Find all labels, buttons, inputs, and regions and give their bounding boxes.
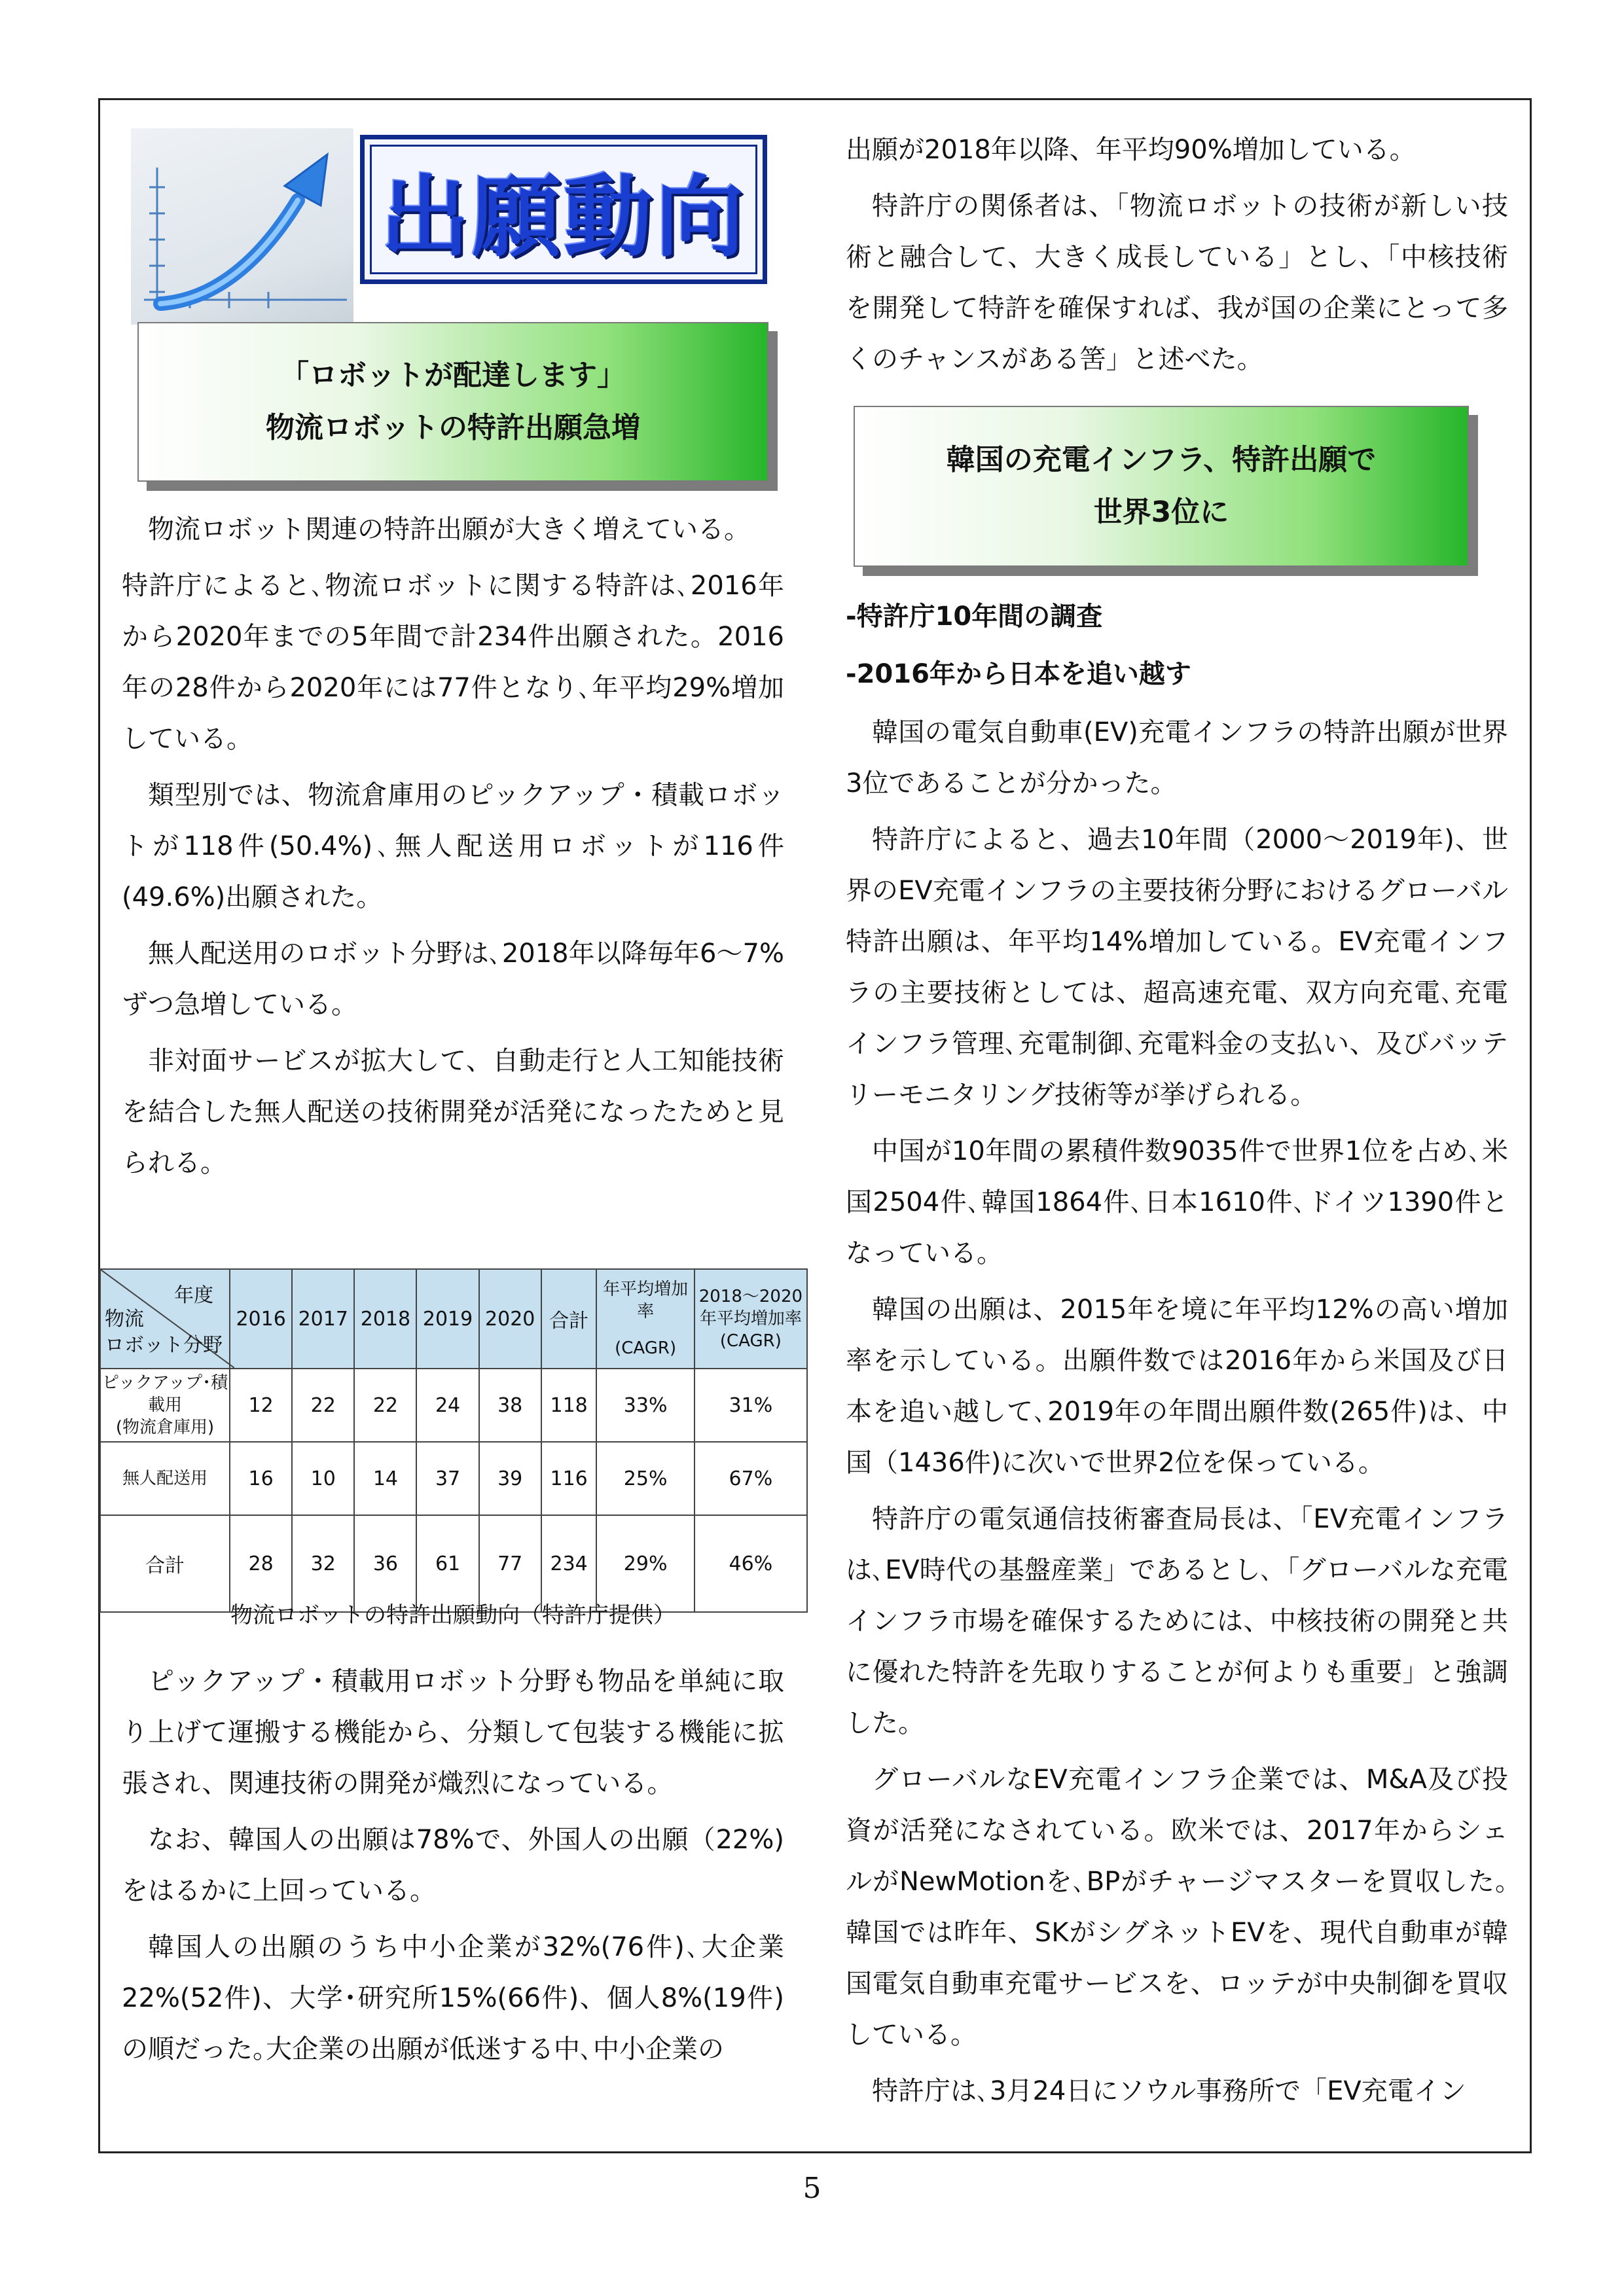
section-title: 出願動向: [380, 166, 747, 270]
paragraph: 特許庁の電気通信技術審査局長は、「EV充電インフラは､EV時代の基盤産業」であるとし､「グローバルな充電インフラ市場を確保するためには、中核技術の開発と共に優れた特許を先取りすることが何よりも重要」と強調した。: [846, 1504, 1508, 1738]
table-cell: 39: [479, 1442, 541, 1515]
paragraph: 特許庁によると、過去10年間（2000～2019年)、世界のEV充電インフラの主要技術分野におけるグローバル特許出願は、年平均14%増加している。EV充電インフラの主要技術としては、超高速充電、双方向充電､充電インフラ管理､充電制御､充電料金の支払い、及びバッテリーモニタリング技術等が挙げられる。: [846, 825, 1508, 1110]
table-cell: 234: [541, 1515, 597, 1612]
patent-table: [99, 1268, 808, 1613]
paragraph: 特許庁によると､物流ロボットに関する特許は､2016年から2020年までの5年間で計234件出願された。2016年の28件から2020年には77件となり､年平均29%増加している。: [122, 571, 784, 754]
table-corner-cell: [100, 1269, 230, 1369]
column-header: 2017: [292, 1269, 354, 1369]
table-cell: 33%: [596, 1369, 694, 1442]
right-heading-line-2: 世界3位に: [1093, 495, 1229, 529]
paragraph: 特許庁は､3月24日にソウル事務所で「EV充電イン: [872, 2076, 1466, 2106]
table-cell: 31%: [695, 1369, 807, 1442]
paragraph: グローバルなEV充電インフラ企業では、M&A及び投資が活発になされている。欧米では、2017年からシェルがNewMotionを､BPがチャージマスターを買収した｡韓国では昨年、SKがシグネットEVを、現代自動車が韓国電気自動車充電サービスを、ロッテが中央制御を買収している。: [846, 1765, 1508, 2050]
paragraph: 非対面サービスが拡大して、自動走行と人工知能技術を結合した無人配送の技術開発が活発になったためと見られる。: [122, 1046, 784, 1178]
right-article-intro: [846, 124, 1508, 385]
row-label: 無人配送用: [100, 1442, 230, 1515]
corner-year-label: 年度: [174, 1284, 214, 1307]
table-cell: 24: [416, 1369, 478, 1442]
paragraph: 中国が10年間の累積件数9035件で世界1位を占め､米国2504件､韓国1864件､日本1610件､ドイツ1390件となっている。: [846, 1136, 1508, 1268]
rising-arrow-graphic: [131, 128, 353, 325]
left-heading-box: [137, 322, 768, 482]
table-cell: 61: [416, 1515, 478, 1612]
corner-category-label: 物流 ロボット分野: [105, 1308, 223, 1357]
left-heading-line-1: 「ロボットが配達します」: [280, 359, 626, 392]
table-cell: 46%: [695, 1515, 807, 1612]
table-cell: 12: [230, 1369, 292, 1442]
paragraph: 韓国の出願は、2015年を境に年平均12%の高い増加率を示している。出願件数では2016年から米国及び日本を追い越して､2019年の年間出願件数(265件)は、中国（1436件)に次いで世界2位を保っている。: [846, 1295, 1508, 1478]
paragraph: なお、韓国人の出願は78%で、外国人の出願（22%)をはるかに上回っている。: [122, 1825, 784, 1906]
growth-arrow-icon: [131, 128, 353, 325]
table-header-row: [100, 1269, 807, 1369]
table-cell: 29%: [596, 1515, 694, 1612]
row-label: ピックアップ･積載用 (物流倉庫用): [100, 1369, 230, 1442]
table-row: [100, 1369, 807, 1442]
column-header: 2016: [230, 1269, 292, 1369]
paragraph: 特許庁の関係者は、「物流ロボットの技術が新しい技術と融合して、大きく成長している」とし、「中核技術を開発して特許を確保すれば、我が国の企業にとって多くのチャンスがある筈」と述べた。: [846, 191, 1508, 374]
column-header: 2020: [479, 1269, 541, 1369]
table-cell: 118: [541, 1369, 597, 1442]
left-article-bottom: [122, 1656, 784, 2075]
table-caption: 物流ロボットの特許出願動向（特許庁提供）: [230, 1602, 676, 1628]
left-article-top: [122, 504, 784, 1189]
cagr-header: 年平均増加率 (CAGR): [596, 1269, 694, 1369]
table-cell: 28: [230, 1515, 292, 1612]
row-label: 合計: [100, 1515, 230, 1612]
right-article-body: [846, 588, 1508, 2117]
table-cell: 16: [230, 1442, 292, 1515]
table-cell: 38: [479, 1369, 541, 1442]
column-header: 合計: [541, 1269, 597, 1369]
column-header: 2019: [416, 1269, 478, 1369]
section-title-box: [360, 135, 767, 284]
table-cell: 36: [354, 1515, 416, 1612]
left-heading-line-2: 物流ロボットの特許出願急増: [266, 411, 640, 444]
table-cell: 22: [292, 1369, 354, 1442]
paragraph: ピックアップ・積載用ロボット分野も物品を単純に取り上げて運搬する機能から、分類して包装する機能に拡張され、関連技術の開発が熾烈になっている。: [122, 1666, 784, 1799]
page-number: 5: [803, 2172, 821, 2205]
column-header: 2018: [354, 1269, 416, 1369]
table-cell: 25%: [596, 1442, 694, 1515]
subheading: -特許庁10年間の調査: [846, 601, 1103, 632]
table-cell: 77: [479, 1515, 541, 1612]
table-cell: 14: [354, 1442, 416, 1515]
paragraph: 韓国人の出願のうち中小企業が32%(76件)､大企業22%(52件)、大学･研究所15%(66件)、個人8%(19件)の順だった｡大企業の出願が低迷する中､中小企業の: [122, 1932, 784, 2064]
right-heading-box: [854, 406, 1469, 567]
paragraph: 類型別では、物流倉庫用のピックアップ・積載ロボットが118件(50.4%)､無人配送用ロボットが116件(49.6%)出願された。: [122, 780, 784, 912]
table-cell: 116: [541, 1442, 597, 1515]
table-cell: 32: [292, 1515, 354, 1612]
paragraph: 物流ロボット関連の特許出願が大きく増えている。: [148, 514, 750, 545]
table-cell: 10: [292, 1442, 354, 1515]
paragraph: 出願が2018年以降、年平均90%増加している。: [846, 135, 1416, 165]
table-cell: 67%: [695, 1442, 807, 1515]
paragraph: 韓国の電気自動車(EV)充電インフラの特許出願が世界3位であることが分かった。: [846, 717, 1508, 798]
table-row: [100, 1442, 807, 1515]
right-heading-line-1: 韓国の充電インフラ、特許出願で: [946, 443, 1377, 476]
table-cell: 37: [416, 1442, 478, 1515]
table-cell: 22: [354, 1369, 416, 1442]
subheading: -2016年から日本を追い越す: [846, 659, 1191, 689]
paragraph: 無人配送用のロボット分野は､2018年以降毎年6～7%ずつ急増している。: [122, 939, 784, 1020]
cagr-2018-header: 2018～2020 年平均増加率 (CAGR): [695, 1269, 807, 1369]
